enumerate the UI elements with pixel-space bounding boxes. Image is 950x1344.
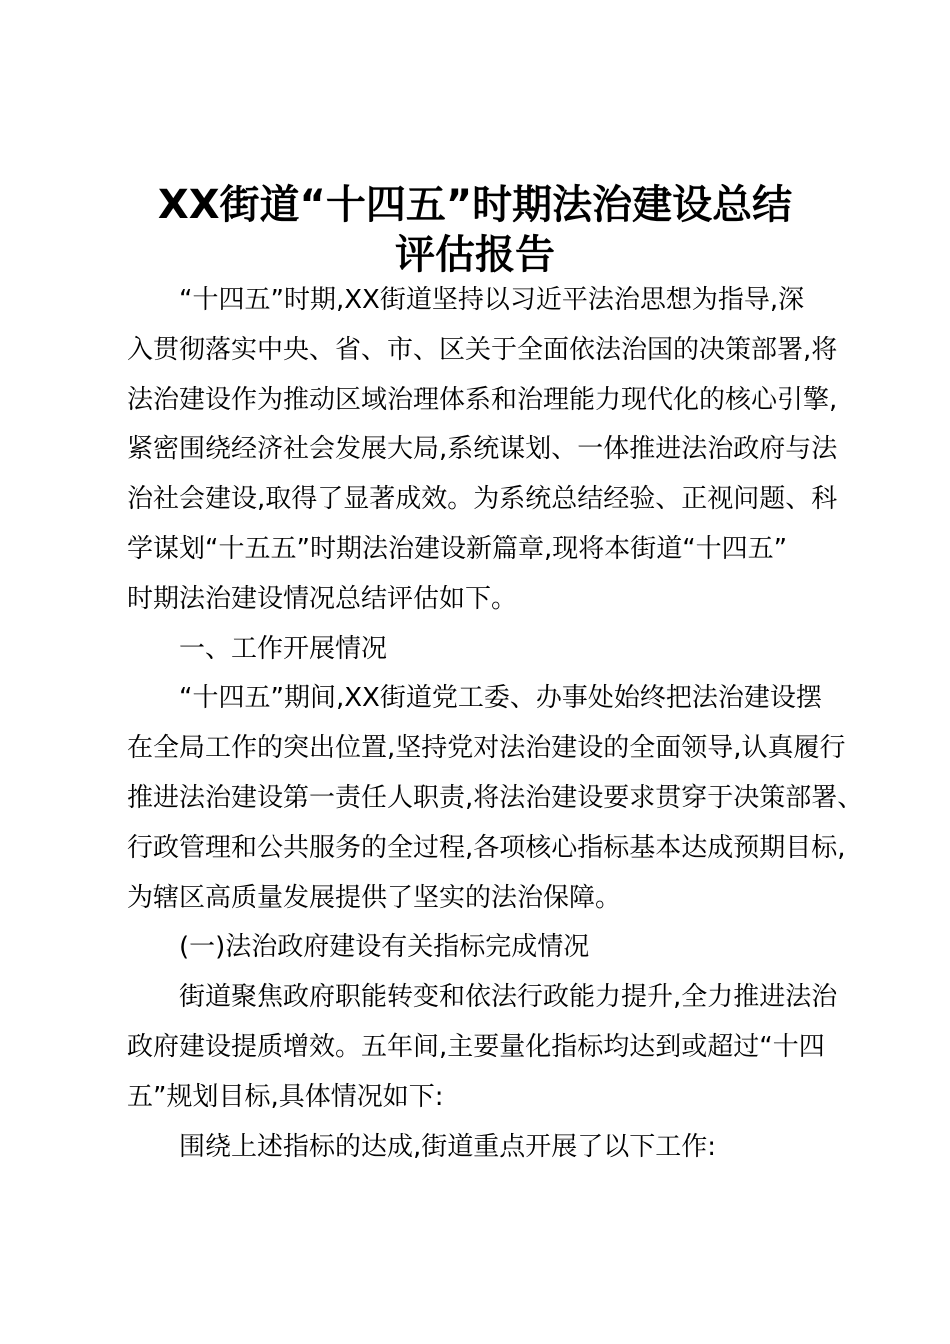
paragraph — [127, 674, 864, 923]
text-line: 为辖区高质量发展提供了坚实的法治保障。 — [127, 882, 622, 913]
paragraph — [127, 1123, 847, 1173]
text-line: 学谋划“十五五”时期法治建设新篇章,现将本街道“十四五” — [127, 533, 788, 564]
document-body — [127, 276, 864, 1172]
text-line: 入贯彻落实中央、省、市、区关于全面依法治国的决策部署,将 — [127, 334, 838, 365]
text-line: 法治建设作为推动区域治理体系和治理能力现代化的核心引擎, — [127, 384, 838, 415]
text-line: 紧密围绕经济社会发展大局,系统谋划、一体推进法治政府与法 — [127, 434, 838, 465]
text-line: 一、工作开展情况 — [179, 633, 388, 664]
title-line-2: 评估报告 — [395, 232, 555, 278]
text-line: 在全局工作的突出位置,坚持党对法治建设的全面领导,认真履行 — [127, 733, 846, 764]
text-line: 五”规划目标,具体情况如下: — [127, 1081, 444, 1112]
text-line: “十四五”时期,XX街道坚持以习近平法治思想为指导,深 — [179, 285, 805, 315]
text-line: 政府建设提质增效。五年间,主要量化指标均达到或超过“十四 — [127, 1031, 825, 1062]
text-line: 行政管理和公共服务的全过程,各项核心指标基本达成预期目标, — [127, 832, 846, 863]
text-line: 街道聚焦政府职能转变和依法行政能力提升,全力推进法治 — [179, 982, 838, 1013]
paragraph — [127, 973, 847, 1122]
text-line: “十四五”期间,XX街道党工委、办事处始终把法治建设摆 — [179, 683, 822, 714]
text-line: 治社会建设,取得了显著成效。为系统总结经验、正视问题、科 — [127, 484, 838, 515]
text-line: (一)法治政府建设有关指标完成情况 — [179, 932, 590, 963]
document-title — [0, 180, 950, 280]
text-line: 围绕上述指标的达成,街道重点开展了以下工作: — [179, 1131, 717, 1162]
paragraph — [127, 276, 847, 625]
text-line: 时期法治建设情况总结评估如下。 — [127, 583, 518, 614]
section-heading — [127, 625, 847, 675]
section-heading — [127, 923, 847, 973]
text-line: 推进法治建设第一责任人职责,将法治建设要求贯穿于决策部署、 — [127, 782, 864, 813]
title-line-1: XX街道“十四五”时期法治建设总结 — [157, 182, 793, 228]
